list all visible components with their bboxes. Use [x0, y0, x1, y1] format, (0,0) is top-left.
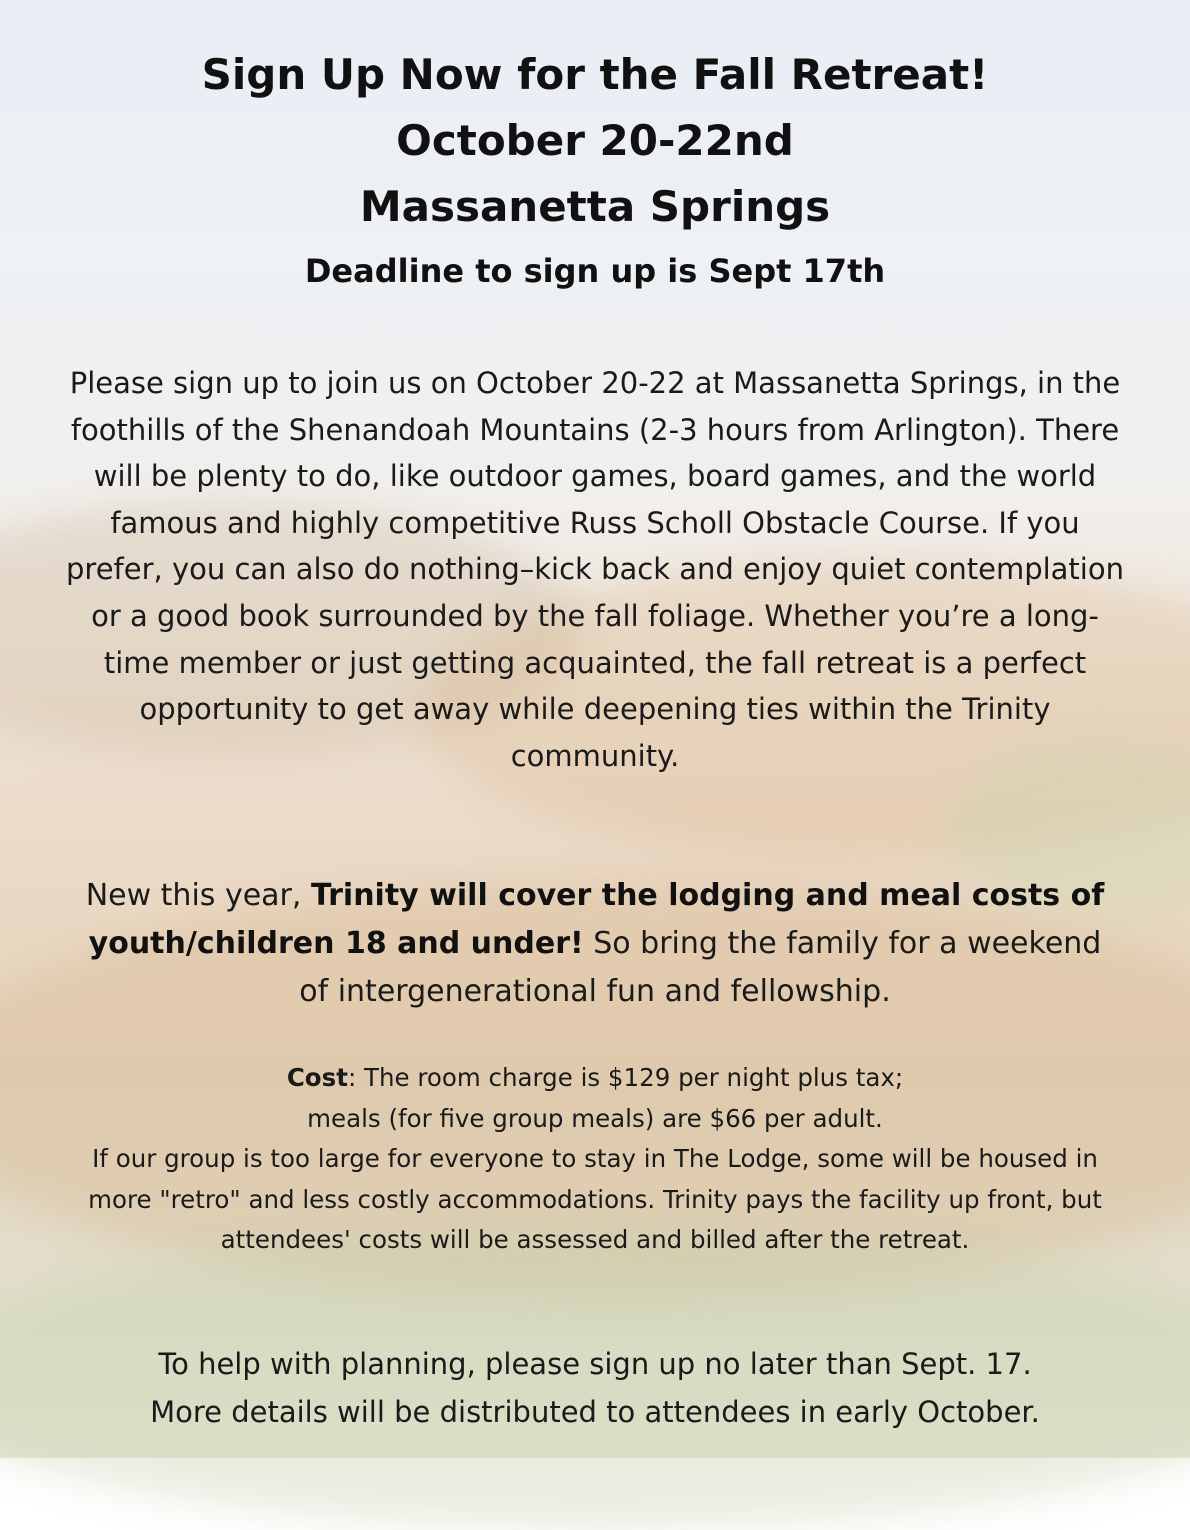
- new-this-year-paragraph: [70, 872, 1120, 1016]
- event-dates: October 20-22nd: [396, 116, 794, 165]
- signup-deadline: Deadline to sign up is Sept 17th: [304, 252, 886, 290]
- new-year-prefix: New this year,: [85, 878, 311, 913]
- flyer-title: Sign Up Now for the Fall Retreat!: [201, 50, 989, 99]
- closing-paragraph: [60, 1340, 1130, 1436]
- intro-paragraph: Please sign up to join us on October 20-22 at Massanetta Springs, in the foothills of the Shenandoah Mountains (2-3 hours from Arlington). There will be plenty to do, like outdoor games, board games, and the world famous and highly competitive Russ Scholl Obstacle Course. If you prefer, you can also do nothing–kick back and enjoy quiet contemplation or a good book surrounded by the fall foliage. Whether you’re a long-time member or just getting acquainted, the fall retreat is a perfect opportunity to get away while deepening ties within the Trinity community.: [66, 366, 1124, 773]
- cost-paragraph: [60, 1058, 1130, 1261]
- new-year-highlight: Trinity will cover the lodging and meal costs of youth/children 18 and under!: [88, 878, 1105, 961]
- closing-line-1: To help with planning, please sign up no later than Sept. 17.: [158, 1347, 1032, 1381]
- cost-label: Cost: [286, 1063, 348, 1092]
- new-year-suffix: So bring the family for a weekend of intergenerational fun and fellowship.: [299, 926, 1102, 1009]
- event-location: Massanetta Springs: [359, 182, 831, 231]
- cost-meals: meals (for five group meals) are $66 per adult.: [307, 1103, 883, 1133]
- cost-lodging-note: If our group is too large for everyone to stay in The Lodge, some will be housed in more "retro" and less costly accommodations. Trinity pays the facility up front, but attendees' costs will be assessed and billed after the retreat.: [88, 1144, 1102, 1255]
- closing-line-2: More details will be distributed to attendees in early October.: [150, 1395, 1040, 1429]
- cost-line-1: [60, 1058, 1130, 1099]
- cost-room-charge: : The room charge is $129 per night plus tax;: [347, 1063, 904, 1092]
